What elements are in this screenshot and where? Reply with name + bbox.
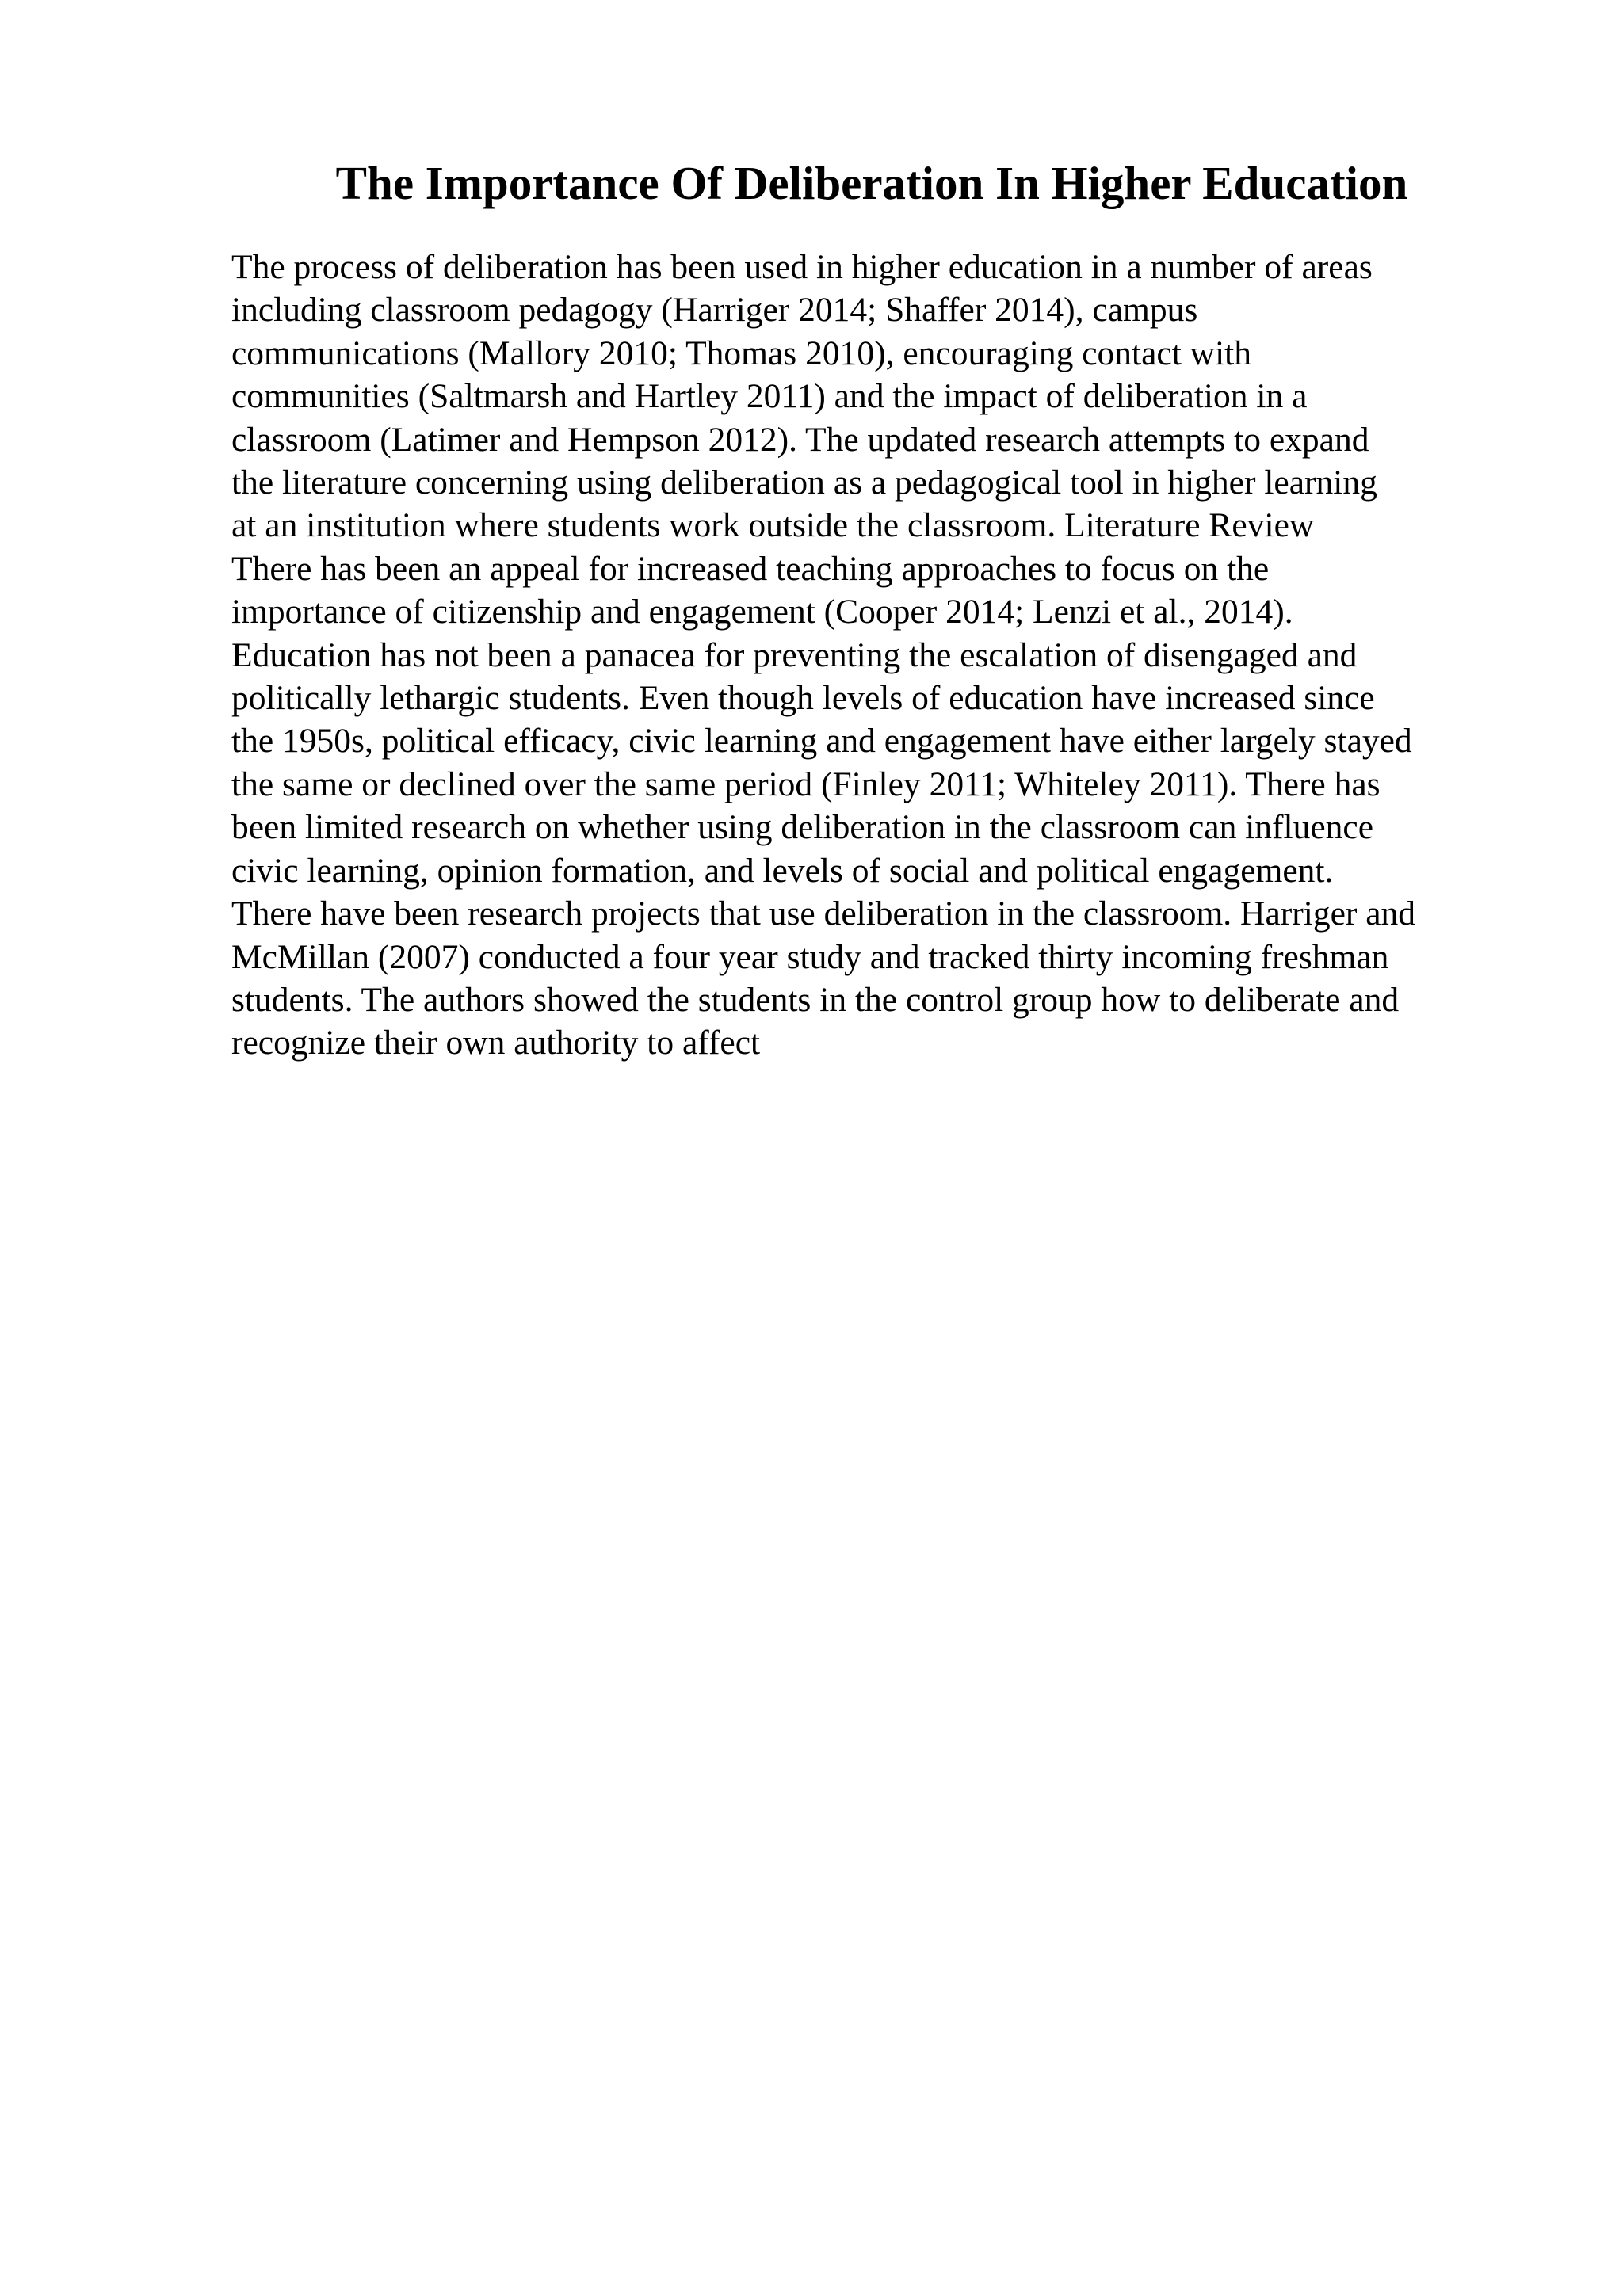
body-line: There have been research projects that use deliberation in the classroom. Harriger and	[231, 894, 1416, 933]
body-line: the same or declined over the same period (Finley 2011; Whiteley 2011). There has	[231, 765, 1381, 803]
body-line: at an institution where students work outside the classroom. Literature Review	[231, 506, 1315, 545]
body-line: classroom (Latimer and Hempson 2012). The updated research attempts to expand	[231, 420, 1369, 459]
body-line: The process of deliberation has been used in higher education in a number of areas	[231, 248, 1373, 286]
body-line: importance of citizenship and engagement (Cooper 2014; Lenzi et al., 2014).	[231, 593, 1293, 631]
body-line: Education has not been a panacea for preventing the escalation of disengaged and	[231, 635, 1358, 674]
body-line: recognize their own authority to affect	[231, 1024, 761, 1062]
body-line: communications (Mallory 2010; Thomas 2010), encouraging contact with	[231, 334, 1252, 372]
document-body	[231, 246, 1547, 1065]
body-line: There has been an appeal for increased teaching approaches to focus on the	[231, 549, 1270, 588]
body-line: students. The authors showed the students in the control group how to deliberate and	[231, 980, 1400, 1019]
document-title: The Importance Of Deliberation In Higher Education	[335, 157, 1408, 209]
body-line: the literature concerning using deliberation as a pedagogical tool in higher learning	[231, 463, 1377, 502]
body-line: been limited research on whether using deliberation in the classroom can influence	[231, 808, 1374, 847]
body-line: McMillan (2007) conducted a four year study and tracked thirty incoming freshman	[231, 937, 1389, 976]
body-line: including classroom pedagogy (Harriger 2014; Shaffer 2014), campus	[231, 291, 1198, 330]
body-line: civic learning, opinion formation, and levels of social and political engagement.	[231, 851, 1334, 890]
body-line: politically lethargic students. Even though levels of education have increased since	[231, 679, 1375, 718]
body-line: the 1950s, political efficacy, civic learning and engagement have either largely stayed	[231, 722, 1412, 761]
body-line: communities (Saltmarsh and Hartley 2011) and the impact of deliberation in a	[231, 377, 1308, 416]
